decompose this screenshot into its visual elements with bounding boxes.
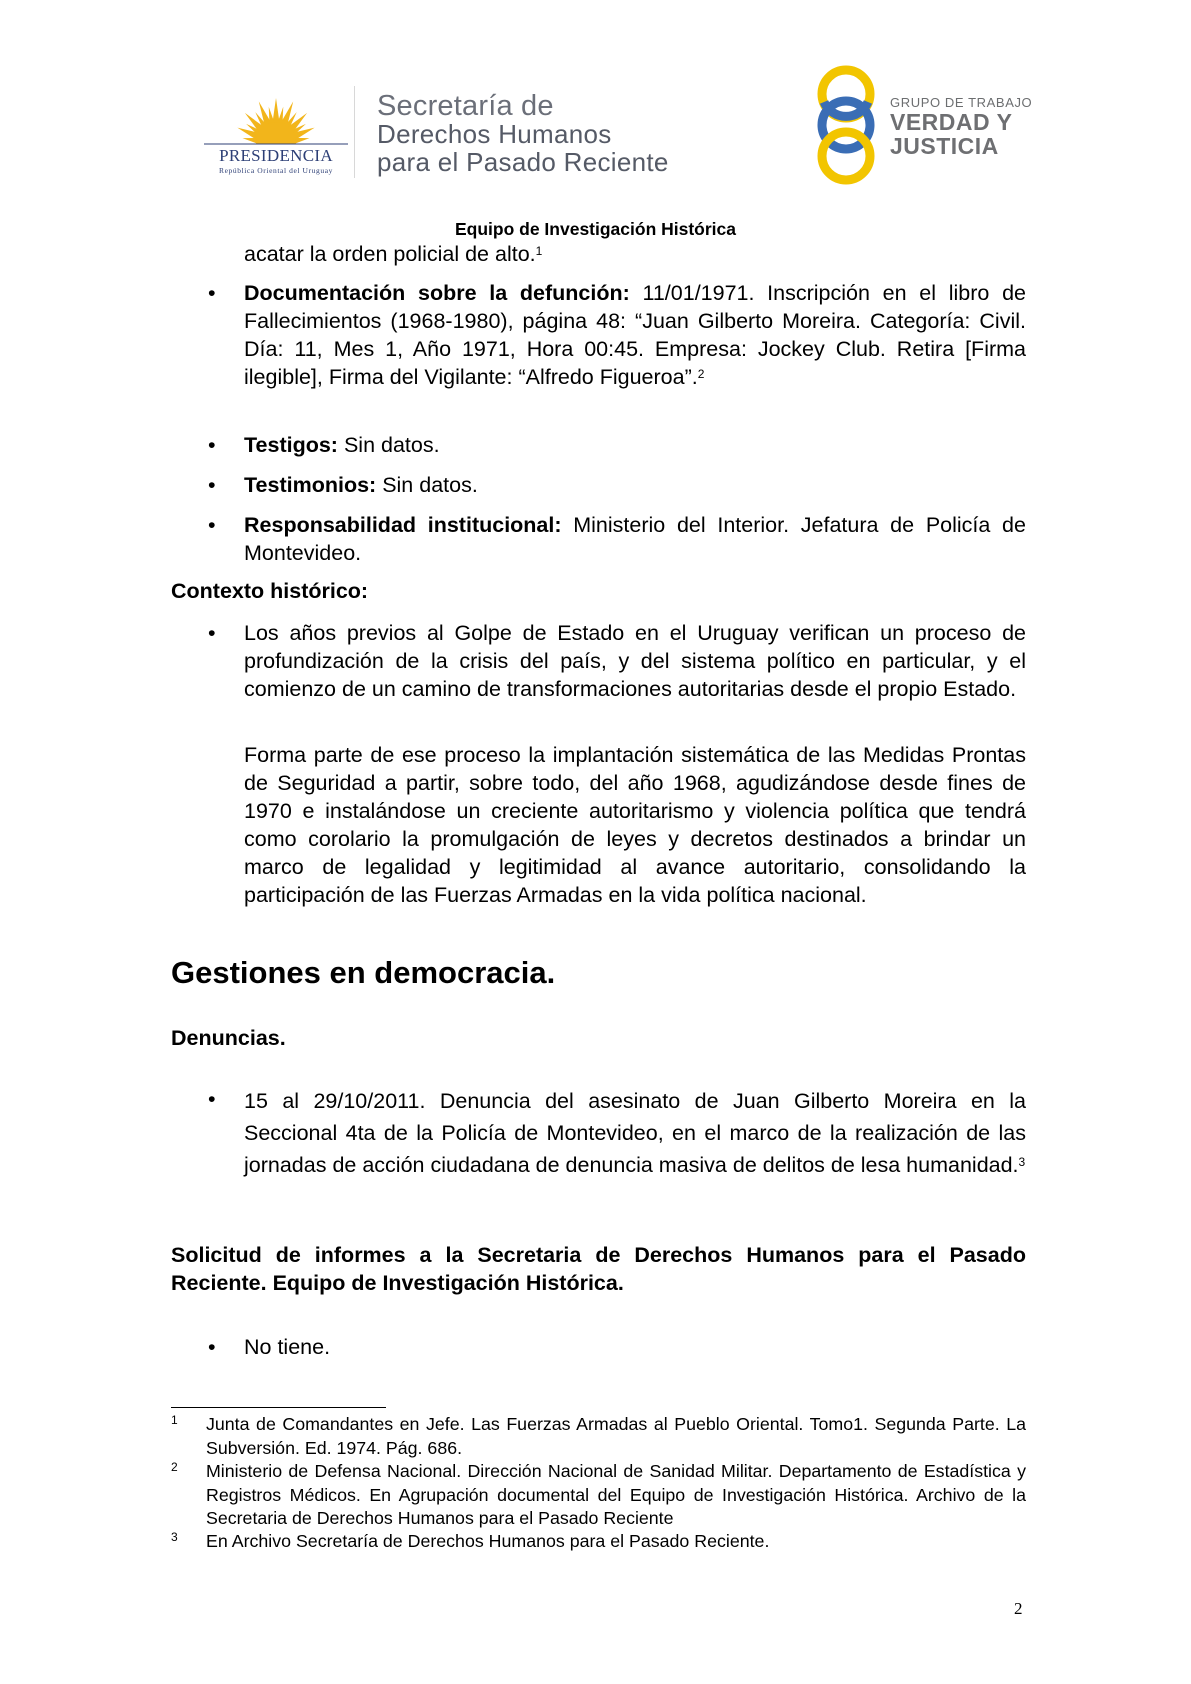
item-label: Testigos: xyxy=(244,433,338,457)
secretaria-line-2: Derechos Humanos xyxy=(377,119,612,149)
footnote-ref-3[interactable]: 3 xyxy=(1018,1155,1026,1169)
bullet-marker: • xyxy=(208,433,216,457)
solicitud-item: No tiene. xyxy=(244,1335,331,1359)
bullet-marker: • xyxy=(208,1335,216,1359)
denuncia-text: 15 al 29/10/2011. Denuncia del asesinato de Juan Gilberto Moreira en la Seccional 4ta de la Policía de Montevideo, en el marco de la realización de las jornadas de acción ciudadana de denuncia masiva de delitos de lesa humanidad. xyxy=(244,1089,1026,1177)
presidencia-subtitle: República Oriental del Uruguay xyxy=(218,166,333,175)
gestiones-heading: Gestiones en democracia. xyxy=(171,955,556,990)
footnote-number: 3 xyxy=(171,1530,178,1544)
denuncias-heading: Denuncias. xyxy=(171,1026,286,1050)
item-label: Documentación sobre la defunción: xyxy=(244,281,630,305)
item-text: Sin datos. xyxy=(343,433,440,457)
bullet-marker: • xyxy=(208,1087,216,1111)
bullet-marker: • xyxy=(208,281,216,305)
bullet-marker: • xyxy=(208,513,216,537)
page-number: 2 xyxy=(1014,1599,1023,1618)
contexto-paragraph-1: Los años previos al Golpe de Estado en el Uruguay verifican un proceso de profundización de la crisis del país, y del sistema político en particular, y el comienzo de un camino de transformaciones autoritarias desde el propio Estado. xyxy=(244,621,1026,701)
gtvj-line-1: GRUPO DE TRABAJO xyxy=(890,95,1033,110)
footnote-number: 2 xyxy=(171,1460,178,1474)
contexto-heading: Contexto histórico: xyxy=(171,579,369,603)
intro-line-text: acatar la orden policial de alto. xyxy=(244,242,536,266)
verdad-justicia-label xyxy=(890,96,1032,158)
item-testigos xyxy=(244,431,1026,459)
bullet-marker: • xyxy=(208,473,216,497)
secretaria-line-3: para el Pasado Reciente xyxy=(377,147,669,177)
item-text: Sin datos. xyxy=(382,473,478,497)
gtvj-line-3: JUSTICIA xyxy=(890,133,999,159)
footnote-1: Junta de Comandantes en Jefe. Las Fuerzas Armadas al Pueblo Oriental. Tomo1. Segunda Parte. La Subversión. Ed. 1974. Pág. 686. xyxy=(206,1414,1026,1458)
solicitud-heading: Solicitud de informes a la Secretaria de Derechos Humanos para el Pasado Reciente. Equipo de Investigación Histórica. xyxy=(171,1243,1026,1295)
bullet-marker: • xyxy=(208,621,216,645)
team-heading: Equipo de Investigación Histórica xyxy=(454,219,737,239)
item-testimonios xyxy=(244,471,1026,499)
footnote-3: En Archivo Secretaría de Derechos Humanos para el Pasado Reciente. xyxy=(206,1531,770,1551)
item-label: Responsabilidad institucional: xyxy=(244,513,562,537)
item-text: 11/01/1971. Inscripción en el libro de Fallecimientos (1968-1980), página 48: “Juan Gilberto Moreira. Categoría: Civil. Día: 11, Mes 1, Año 1971, Hora 00:45. Empresa: Jockey Club. Retira [Firma ilegible], Firma del Vigilante: “Alfredo Figueroa”. xyxy=(244,281,1026,389)
denuncia-item xyxy=(244,1085,1026,1181)
secretaria-title xyxy=(377,92,669,176)
footnote-number: 1 xyxy=(171,1413,178,1427)
intro-line xyxy=(244,240,1026,268)
gtvj-line-2: VERDAD Y xyxy=(890,109,1013,135)
item-text: Ministerio del Interior. Jefatura de Policía de Montevideo. xyxy=(244,513,1026,565)
footnote-2: Ministerio de Defensa Nacional. Dirección Nacional de Sanidad Militar. Departamento de Estadística y Registros Médicos. En Agrupación documental del Equipo de Investigación Histórica. Archivo de la Secretaria de Derechos Humanos para el Pasado Reciente xyxy=(206,1461,1026,1528)
footnote-ref-2[interactable]: 2 xyxy=(697,367,705,381)
item-responsabilidad xyxy=(244,511,1026,567)
header-divider xyxy=(354,86,355,178)
footnote-separator xyxy=(171,1407,386,1408)
contexto-paragraph-2: Forma parte de ese proceso la implantación sistemática de las Medidas Prontas de Seguridad a partir, sobre todo, del año 1968, agudizándose desde fines de 1970 e instalándose un creciente autoritarismo y violencia política que tendrá como corolario la promulgación de leyes y decretos destinados a brindar un marco de legalidad y legitimidad al avance autoritario, consolidando la participación de las Fuerzas Armadas en la vida política nacional. xyxy=(244,743,1026,907)
secretaria-line-1: Secretaría de xyxy=(377,90,554,122)
presidencia-label: PRESIDENCIA xyxy=(219,146,333,165)
item-label: Testimonios: xyxy=(244,473,377,497)
item-documentacion xyxy=(244,279,1026,391)
footnote-ref-1[interactable]: 1 xyxy=(535,244,543,258)
